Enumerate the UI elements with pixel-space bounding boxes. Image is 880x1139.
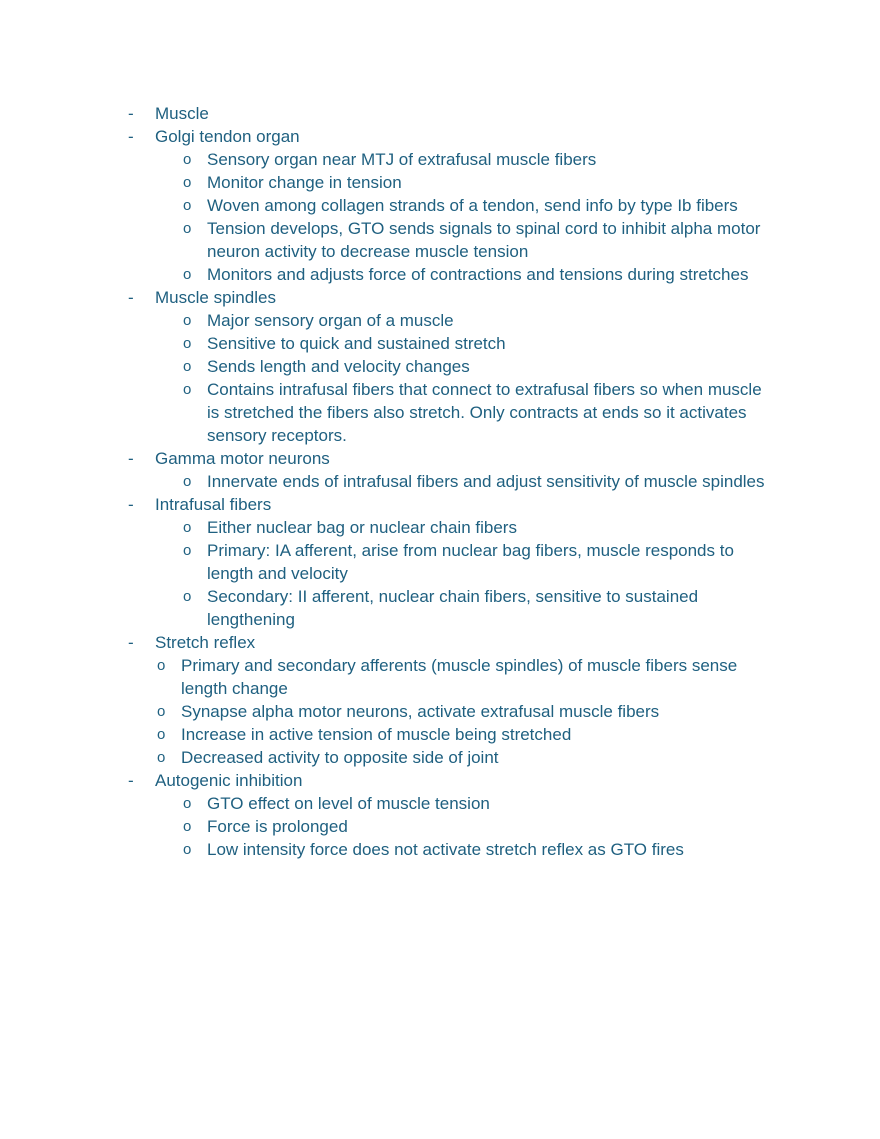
list-item-text: Increase in active tension of muscle being stretched bbox=[181, 725, 572, 744]
list-item bbox=[0, 585, 880, 608]
document-body bbox=[0, 102, 880, 861]
list-item bbox=[0, 700, 880, 723]
list-item-text: Monitor change in tension bbox=[207, 173, 402, 192]
circle-bullet-icon: o bbox=[183, 151, 192, 168]
list-item bbox=[0, 792, 880, 815]
list-item-text: sensory receptors. bbox=[207, 426, 347, 445]
list-item-text: length and velocity bbox=[207, 564, 348, 583]
list-item-text: Innervate ends of intrafusal fibers and adjust sensitivity of muscle spindles bbox=[207, 472, 765, 491]
list-item bbox=[0, 470, 880, 493]
section-heading bbox=[0, 102, 880, 125]
list-item-text: Synapse alpha motor neurons, activate extrafusal muscle fibers bbox=[181, 702, 660, 721]
circle-bullet-icon: o bbox=[183, 588, 192, 605]
list-item bbox=[0, 309, 880, 332]
list-item bbox=[0, 746, 880, 769]
circle-bullet-icon: o bbox=[183, 197, 192, 214]
list-item-text: lengthening bbox=[207, 610, 295, 629]
list-item-continuation bbox=[0, 677, 880, 700]
list-item-text: Force is prolonged bbox=[207, 817, 348, 836]
list-item-text: Sensitive to quick and sustained stretch bbox=[207, 334, 506, 353]
list-item-text: Primary: IA afferent, arise from nuclear bag fibers, muscle responds to bbox=[207, 541, 734, 560]
list-item bbox=[0, 263, 880, 286]
dash-bullet-icon: - bbox=[128, 495, 134, 514]
circle-bullet-icon: o bbox=[183, 220, 192, 237]
circle-bullet-icon: o bbox=[183, 473, 192, 490]
list-item-text: Low intensity force does not activate stretch reflex as GTO fires bbox=[207, 840, 684, 859]
list-item-text: Primary and secondary afferents (muscle spindles) of muscle fibers sense bbox=[181, 656, 738, 675]
dash-bullet-icon: - bbox=[128, 288, 134, 307]
list-item-continuation bbox=[0, 401, 880, 424]
list-item-text: Tension develops, GTO sends signals to spinal cord to inhibit alpha motor bbox=[207, 219, 761, 238]
circle-bullet-icon: o bbox=[183, 795, 192, 812]
section-heading bbox=[0, 447, 880, 470]
list-item bbox=[0, 332, 880, 355]
list-item bbox=[0, 217, 880, 240]
list-item bbox=[0, 838, 880, 861]
list-item-text: Woven among collagen strands of a tendon, send info by type Ib fibers bbox=[207, 196, 738, 215]
list-item-text: Either nuclear bag or nuclear chain fibers bbox=[207, 518, 517, 537]
section-title: Gamma motor neurons bbox=[155, 449, 330, 468]
list-item-continuation bbox=[0, 424, 880, 447]
section-heading bbox=[0, 286, 880, 309]
list-item-text: Sends length and velocity changes bbox=[207, 357, 470, 376]
dash-bullet-icon: - bbox=[128, 104, 134, 123]
circle-bullet-icon: o bbox=[183, 381, 192, 398]
dash-bullet-icon: - bbox=[128, 633, 134, 652]
section-heading bbox=[0, 493, 880, 516]
list-item-text: Contains intrafusal fibers that connect to extrafusal fibers so when muscle bbox=[207, 380, 762, 399]
list-item-text: GTO effect on level of muscle tension bbox=[207, 794, 490, 813]
list-item bbox=[0, 723, 880, 746]
list-item bbox=[0, 171, 880, 194]
list-item bbox=[0, 654, 880, 677]
section-title: Intrafusal fibers bbox=[155, 495, 272, 514]
section-title: Golgi tendon organ bbox=[155, 127, 300, 146]
section-title: Stretch reflex bbox=[155, 633, 256, 652]
circle-bullet-icon: o bbox=[183, 312, 192, 329]
list-item bbox=[0, 194, 880, 217]
list-item-continuation bbox=[0, 240, 880, 263]
circle-bullet-icon: o bbox=[183, 358, 192, 375]
circle-bullet-icon: o bbox=[183, 818, 192, 835]
list-item bbox=[0, 539, 880, 562]
circle-bullet-icon: o bbox=[183, 266, 192, 283]
list-item-text: Decreased activity to opposite side of joint bbox=[181, 748, 499, 767]
circle-bullet-icon: o bbox=[157, 657, 166, 674]
list-item-text: Monitors and adjusts force of contractions and tensions during stretches bbox=[207, 265, 749, 284]
list-item-text: is stretched the fibers also stretch. Only contracts at ends so it activates bbox=[207, 403, 747, 422]
dash-bullet-icon: - bbox=[128, 449, 134, 468]
list-item-continuation bbox=[0, 608, 880, 631]
circle-bullet-icon: o bbox=[183, 174, 192, 191]
circle-bullet-icon: o bbox=[157, 703, 166, 720]
list-item-text: Secondary: II afferent, nuclear chain fibers, sensitive to sustained bbox=[207, 587, 699, 606]
section-title: Muscle spindles bbox=[155, 288, 276, 307]
list-item bbox=[0, 815, 880, 838]
circle-bullet-icon: o bbox=[157, 749, 166, 766]
section-heading bbox=[0, 125, 880, 148]
circle-bullet-icon: o bbox=[183, 542, 192, 559]
section-title: Muscle bbox=[155, 104, 209, 123]
list-item bbox=[0, 516, 880, 539]
list-item-text: Major sensory organ of a muscle bbox=[207, 311, 454, 330]
list-item bbox=[0, 355, 880, 378]
section-heading bbox=[0, 631, 880, 654]
circle-bullet-icon: o bbox=[183, 335, 192, 352]
list-item bbox=[0, 378, 880, 401]
circle-bullet-icon: o bbox=[183, 841, 192, 858]
circle-bullet-icon: o bbox=[157, 726, 166, 743]
list-item-continuation bbox=[0, 562, 880, 585]
section-heading bbox=[0, 769, 880, 792]
list-item-text: Sensory organ near MTJ of extrafusal muscle fibers bbox=[207, 150, 597, 169]
section-title: Autogenic inhibition bbox=[155, 771, 303, 790]
dash-bullet-icon: - bbox=[128, 771, 134, 790]
circle-bullet-icon: o bbox=[183, 519, 192, 536]
list-item-text: length change bbox=[181, 679, 288, 698]
list-item-text: neuron activity to decrease muscle tension bbox=[207, 242, 529, 261]
dash-bullet-icon: - bbox=[128, 127, 134, 146]
list-item bbox=[0, 148, 880, 171]
